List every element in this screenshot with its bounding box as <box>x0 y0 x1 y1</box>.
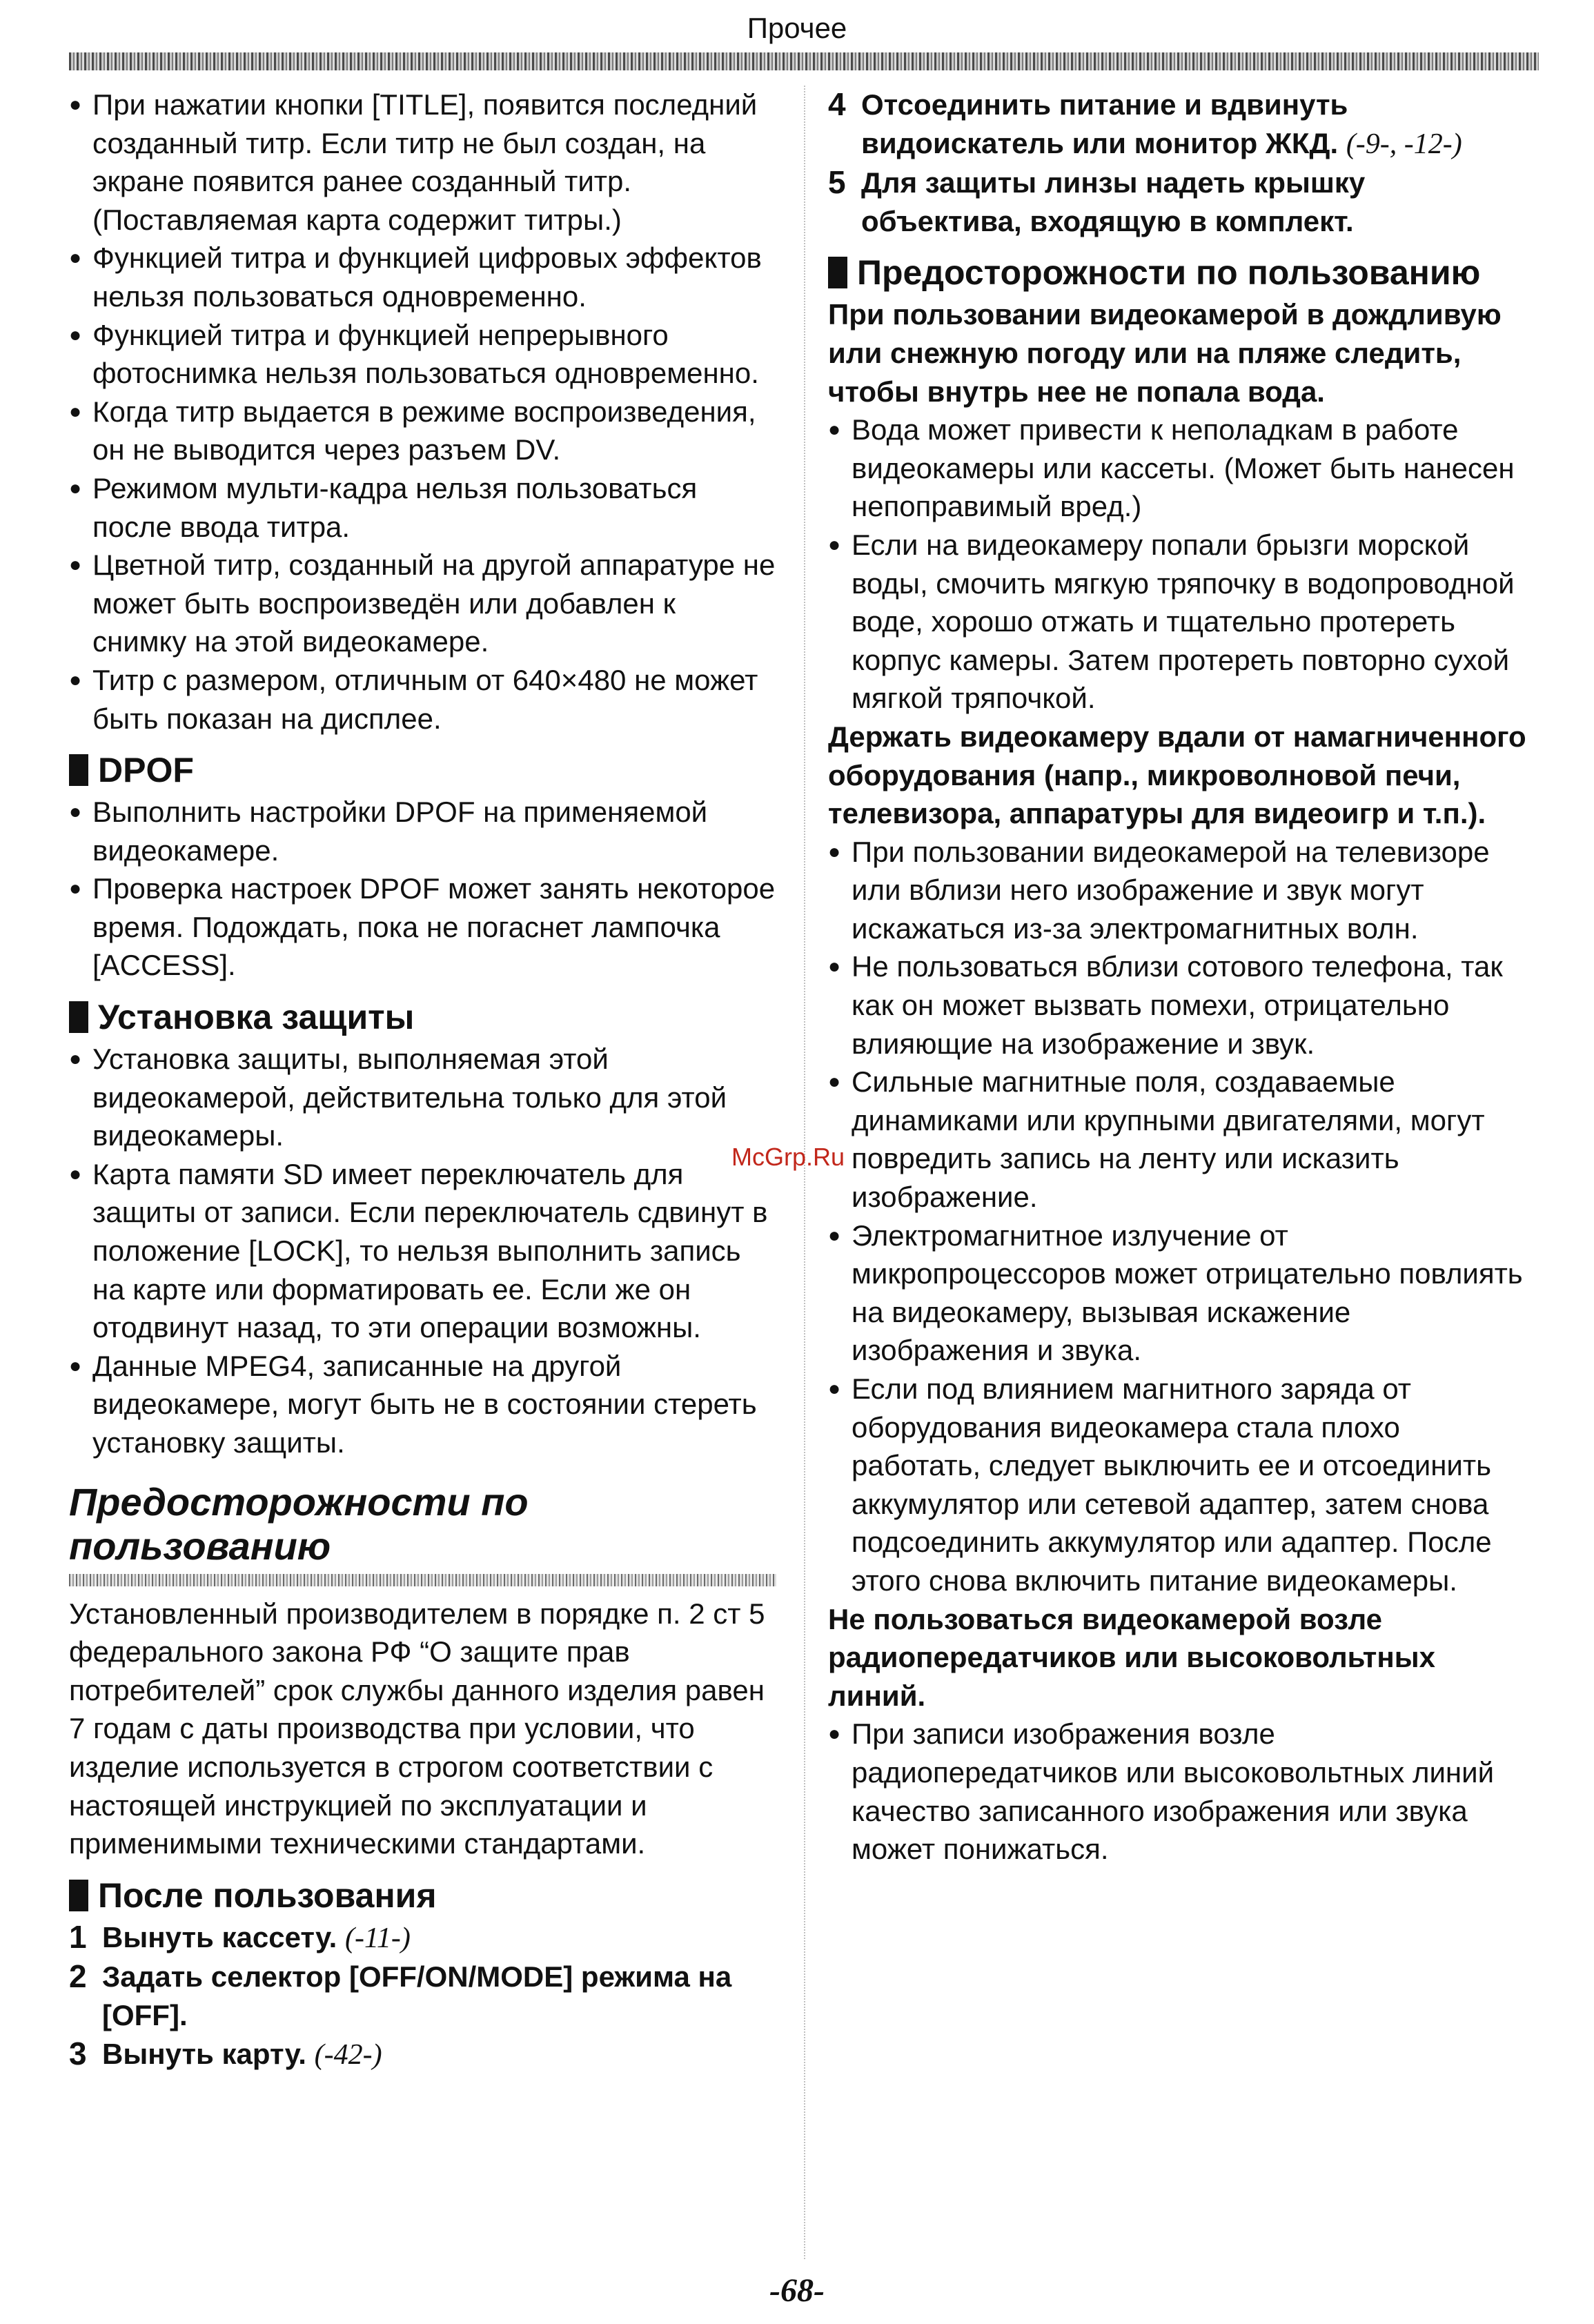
section-marker-icon <box>828 257 847 288</box>
list-item: ● Проверка настроек DPOF может занять некоторое время. Подождать, пока не погаснет лампочка [ACCESS]. <box>69 869 776 985</box>
list-item: ● Когда титр выдается в режиме воспроизведения, он не выводится через разъем DV. <box>69 393 776 469</box>
section-marker-icon <box>69 1880 88 1911</box>
protection-heading <box>69 994 776 1040</box>
list-item: ● При нажатии кнопки [TITLE], появится последний созданный титр. Если титр не был создан, на экране появится ранее созданный титр. (Поставляемая карта содержит титры.) <box>69 86 776 239</box>
page-header: Прочее <box>747 12 847 44</box>
list-item: ● Выполнить настройки DPOF на применяемой видеокамере. <box>69 793 776 869</box>
after-use-heading <box>69 1873 776 1918</box>
step-text: Задать селектор [OFF/ON/MODE] режима на [OFF]. <box>102 1960 732 2031</box>
radio-warning: Не пользоваться видеокамерой возле радиопередатчиков или высоковольтных линий. <box>828 1602 1435 1712</box>
list-item: ● Вода может привести к неполадкам в работе видеокамеры или кассеты. (Может быть нанесен непоправимый вред.) <box>828 411 1532 526</box>
magnetic-warning: Держать видеокамеру вдали от намагниченного оборудования (напр., микроволновой печи, телевизора, аппаратуры для видеоигр и т.п.). <box>828 720 1526 830</box>
step-item <box>69 1958 776 2034</box>
list-item: ● Функцией титра и функцией цифровых эффектов нельзя пользоваться одновременно. <box>69 239 776 315</box>
usage-precautions-heading <box>828 250 1532 295</box>
list-item: ● Данные MPEG4, записанные на другой видеокамере, могут быть не в состоянии стереть установку защиты. <box>69 1347 776 1462</box>
step-item <box>69 2035 776 2075</box>
step-item <box>69 1918 776 1958</box>
section-title: DPOF <box>98 751 194 790</box>
list-item: ● Не пользоваться вблизи сотового телефона, так как он может вызвать помехи, отрицательно влияющие на изображение и звук. <box>828 947 1532 1063</box>
list-item: ● Сильные магнитные поля, создаваемые динамиками или крупными двигателями, могут повредить запись на ленту или исказить изображение. <box>828 1063 1532 1216</box>
title-rule <box>69 1574 776 1586</box>
list-item: ● Если под влиянием магнитного заряда от оборудования видеокамера стала плохо работать, следует выключить ее и отсоединить аккумулятор или сетевой адаптер, затем снова подсоединить аккумулятор или адаптер. После этого снова включить питание видеокамеры. <box>828 1370 1532 1600</box>
list-item: ● Если на видеокамеру попали брызги морской воды, смочить мягкую тряпочку в водопроводной воде, хорошо отжать и тщательно протереть корпус камеры. Затем протереть повторно сухой мягкой тряпочкой. <box>828 526 1532 718</box>
step-number: 1 <box>69 1918 87 1955</box>
list-item: ● Установка защиты, выполняемая этой видеокамерой, действительна только для этой видеокамеры. <box>69 1040 776 1155</box>
page-reference: (-9-, -12-) <box>1346 128 1462 160</box>
step-item <box>828 86 1532 164</box>
header-rule <box>69 52 1539 70</box>
step-text: Вынуть карту. <box>102 2037 315 2070</box>
step-number: 5 <box>828 164 846 201</box>
list-item: ● Электромагнитное излучение от микропроцессоров может отрицательно повлиять на видеокамеру, вызывая искажение изображения и звука. <box>828 1217 1532 1370</box>
step-number: 3 <box>69 2035 87 2071</box>
list-item: ● Цветной титр, созданный на другой аппаратуре не может быть воспроизведён или добавлен к снимку на этой видеокамере. <box>69 546 776 661</box>
step-number: 2 <box>69 1958 87 1995</box>
page-reference: (-42-) <box>314 2038 382 2071</box>
page-reference: (-11-) <box>345 1922 411 1954</box>
section-title: После пользования <box>98 1875 437 1915</box>
step-text: Для защиты линзы надеть крышку объектива, входящую в комплект. <box>861 166 1366 237</box>
list-item: ● При записи изображения возле радиопередатчиков или высоковольтных линий качество записанного изображения или звука может понижаться. <box>828 1715 1532 1868</box>
rain-warning: При пользовании видеокамерой в дождливую или снежную погоду или на пляже следить, чтобы внутрь нее не попала вода. <box>828 298 1502 408</box>
precautions-title: Предосторожности по пользованию <box>69 1479 529 1568</box>
section-marker-icon <box>69 1001 88 1033</box>
list-item: ● Функцией титра и функцией непрерывного фотоснимка нельзя пользоваться одновременно. <box>69 316 776 393</box>
list-item: ● Режимом мульти-кадра нельзя пользоваться после ввода титра. <box>69 469 776 546</box>
step-text: Отсоединить питание и вдвинуть видоискатель или монитор ЖКД. <box>861 88 1348 159</box>
title-notes-list <box>69 86 776 738</box>
step-text: Вынуть кассету. <box>102 1920 346 1953</box>
left-column <box>69 86 776 2234</box>
section-title: Предосторожности по пользованию <box>857 253 1481 293</box>
step-number: 4 <box>828 86 846 122</box>
list-item: ● При пользовании видеокамерой на телевизоре или вблизи него изображение и звук могут искажаться из-за электромагнитных волн. <box>828 833 1532 948</box>
watermark: McGrp.Ru <box>731 1143 845 1171</box>
list-item: ● Карта памяти SD имеет переключатель для защиты от записи. Если переключатель сдвинут в положение [LOCK], то нельзя выполнить запись на карте или форматировать ее. Если же он отодвинут назад, то эти операции возможны. <box>69 1155 776 1347</box>
section-marker-icon <box>69 754 88 786</box>
column-divider <box>804 86 805 2259</box>
page-number: -68- <box>769 2272 825 2309</box>
step-item <box>828 164 1532 240</box>
list-item: ● Титр с размером, отличным от 640×480 не может быть показан на дисплее. <box>69 661 776 738</box>
right-column <box>828 86 1532 2234</box>
section-title: Установка защиты <box>98 998 415 1037</box>
dpof-heading <box>69 747 776 793</box>
service-life-paragraph: Установленный производителем в порядке п. 2 ст 5 федерального закона РФ “О защите прав потребителей” срок службы данного изделия равен 7 годам с даты производства при условии, что изделие используется в строгом соответствии с настоящей инструкцией по эксплуатации и применимыми техническими стандартами. <box>69 1597 765 1860</box>
